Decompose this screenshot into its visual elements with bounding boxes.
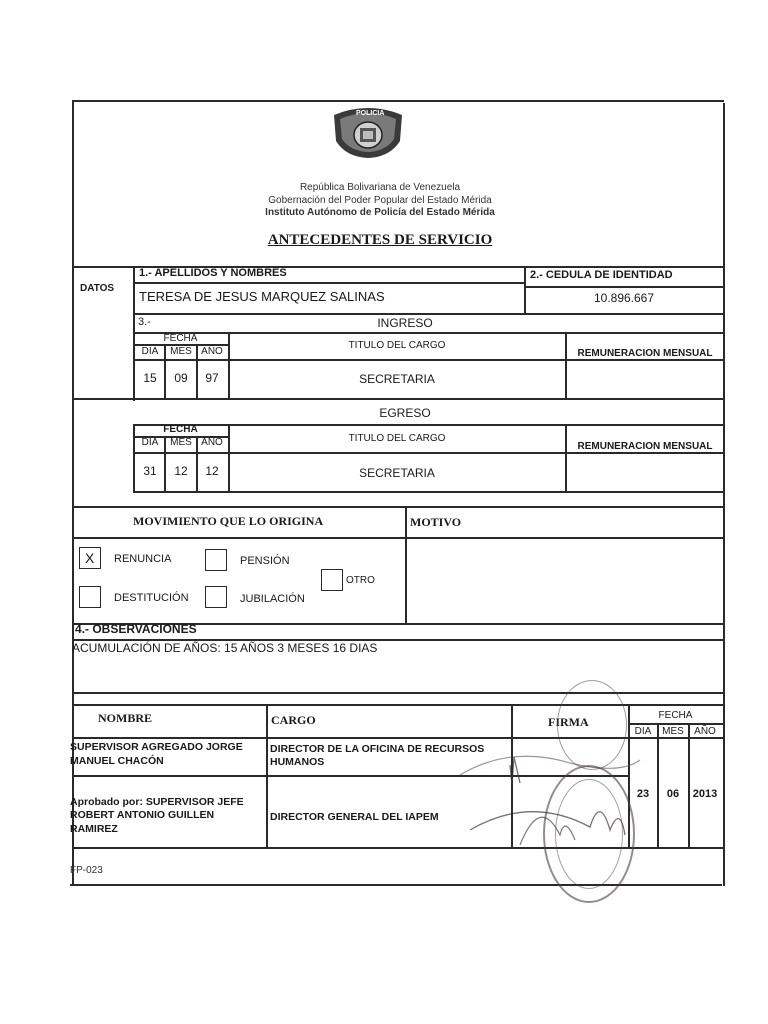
ingreso-remun-label: REMUNERACION MENSUAL: [577, 348, 713, 359]
header-line-1: República Bolivariana de Venezuela: [299, 182, 461, 193]
ingreso-col-2: [196, 344, 198, 398]
egreso-bottom-line: [133, 491, 724, 493]
egreso-header-line: [133, 452, 724, 454]
form-code: FP-023: [70, 865, 103, 876]
datos-bottom-line: [133, 313, 724, 315]
ingreso-fecha-label: FECHA: [163, 333, 198, 344]
ingreso-cargo-label: TITULO DEL CARGO: [348, 340, 446, 351]
egreso-ano-label: AÑO: [201, 437, 223, 448]
egreso-col-2: [196, 436, 198, 492]
egreso-dia-label: DIA: [141, 437, 159, 448]
ingreso-mes-label: MES: [170, 346, 192, 357]
name-label: 1.- APELLIDOS Y NOMBRES: [139, 267, 287, 279]
fecha-label-line: [628, 723, 723, 725]
id-value: 10.896.667: [593, 291, 655, 305]
name-value: TERESA DE JESUS MARQUEZ SALINAS: [139, 289, 385, 304]
row2-name-line3: RAMIREZ: [70, 823, 118, 835]
signature-icon: [450, 735, 660, 855]
ingreso-ano: 97: [205, 371, 219, 385]
ingreso-cargo: SECRETARIA: [359, 372, 435, 386]
id-label: 2.- CEDULA DE IDENTIDAD: [530, 269, 673, 281]
fecha-label: FECHA: [658, 710, 693, 721]
egreso-label: EGRESO: [379, 406, 431, 420]
jubilacion-checkbox[interactable]: [205, 586, 227, 608]
observaciones-text: ACUMULACIÓN DE AÑOS: 15 AÑOS 3 MESES 16 DIAS: [72, 641, 378, 655]
egreso-cargo: SECRETARIA: [359, 466, 435, 480]
row2-name-line1: Aprobado por: SUPERVISOR JEFE: [70, 796, 244, 808]
observaciones-bottom-line: [72, 692, 724, 694]
egreso-col-1: [164, 436, 166, 492]
id-divider: [524, 266, 526, 314]
frame-left: [72, 100, 74, 886]
firmas-col-5: [688, 723, 690, 848]
row1-cargo-line2: HUMANOS: [270, 756, 325, 768]
row1-name-line1: SUPERVISOR AGREGADO JORGE: [70, 741, 243, 753]
egreso-cargo-label: TITULO DEL CARGO: [348, 433, 446, 444]
ingreso-section-num: 3.-: [138, 316, 151, 328]
jubilacion-label: JUBILACIÓN: [240, 593, 305, 605]
renuncia-checkbox[interactable]: [79, 547, 101, 569]
observaciones-label: 4.- OBSERVACIONES: [75, 622, 197, 636]
otro-checkbox[interactable]: [321, 569, 343, 591]
otro-label: OTRO: [346, 575, 375, 586]
firmas-mes: 06: [666, 788, 680, 800]
pension-checkbox[interactable]: [205, 549, 227, 571]
egreso-col-0: [133, 424, 135, 492]
egreso-fecha-label: FECHA: [163, 424, 198, 435]
firmas-dia: 23: [636, 788, 650, 800]
movimiento-header-line: [72, 537, 724, 539]
name-label-line: [133, 282, 525, 284]
firmas-dia-label: DIA: [634, 726, 652, 737]
ingreso-dia: 15: [143, 371, 157, 385]
ingreso-col-1: [164, 344, 166, 398]
egreso-dia: 31: [143, 464, 157, 478]
firmas-ano: 2013: [692, 788, 718, 800]
egreso-remun-label: REMUNERACION MENSUAL: [577, 441, 713, 452]
movimiento-top-line: [72, 506, 724, 508]
firmas-ano-label: AÑO: [694, 726, 716, 737]
frame-bottom: [70, 884, 722, 886]
renuncia-check-mark: X: [85, 550, 95, 566]
header-line-3: Instituto Autónomo de Policía del Estado Mérida: [265, 207, 495, 218]
motivo-divider: [405, 506, 407, 624]
firmas-top-line: [72, 704, 724, 706]
header-line-2: Gobernación del Poder Popular del Estado Mérida: [268, 195, 492, 206]
motivo-label: MOTIVO: [410, 515, 462, 529]
cargo-label: CARGO: [271, 713, 316, 727]
destitucion-label: DESTITUCIÓN: [114, 592, 189, 604]
ingreso-bottom-line: [72, 398, 724, 400]
ingreso-col-3: [228, 332, 230, 398]
ingreso-header-line: [133, 359, 724, 361]
destitucion-checkbox[interactable]: [79, 586, 101, 608]
egreso-col-3: [228, 424, 230, 492]
form-title: ANTECEDENTES DE SERVICIO: [267, 232, 493, 248]
id-label-line: [524, 286, 724, 288]
ingreso-dia-label: DIA: [141, 346, 159, 357]
firmas-mes-label: MES: [662, 726, 684, 737]
row2-name-line2: ROBERT ANTONIO GUILLEN: [70, 809, 215, 821]
frame-right: [723, 103, 725, 886]
row1-cargo-line1: DIRECTOR DE LA OFICINA DE RECURSOS: [270, 743, 485, 755]
ingreso-ano-label: AÑO: [201, 346, 223, 357]
egreso-mes: 12: [174, 464, 188, 478]
pension-label: PENSIÓN: [240, 555, 290, 567]
ingreso-mes: 09: [174, 371, 188, 385]
row2-cargo: DIRECTOR GENERAL DEL IAPEM: [270, 811, 439, 823]
police-badge-icon: [330, 105, 406, 159]
egreso-ano: 12: [205, 464, 219, 478]
datos-label: DATOS: [80, 283, 115, 294]
movimiento-label: MOVIMIENTO QUE LO ORIGINA: [133, 514, 324, 528]
renuncia-label: RENUNCIA: [114, 553, 172, 565]
frame-top: [72, 100, 724, 102]
egreso-mes-label: MES: [170, 437, 192, 448]
ingreso-label: INGRESO: [377, 316, 433, 330]
row1-name-line2: MANUEL CHACÓN: [70, 755, 164, 767]
firma-label: FIRMA: [548, 715, 589, 729]
nombre-label: NOMBRE: [98, 711, 152, 725]
ingreso-col-4: [565, 332, 567, 398]
badge-text: POLICIA: [356, 110, 385, 117]
egreso-col-4: [565, 424, 567, 492]
